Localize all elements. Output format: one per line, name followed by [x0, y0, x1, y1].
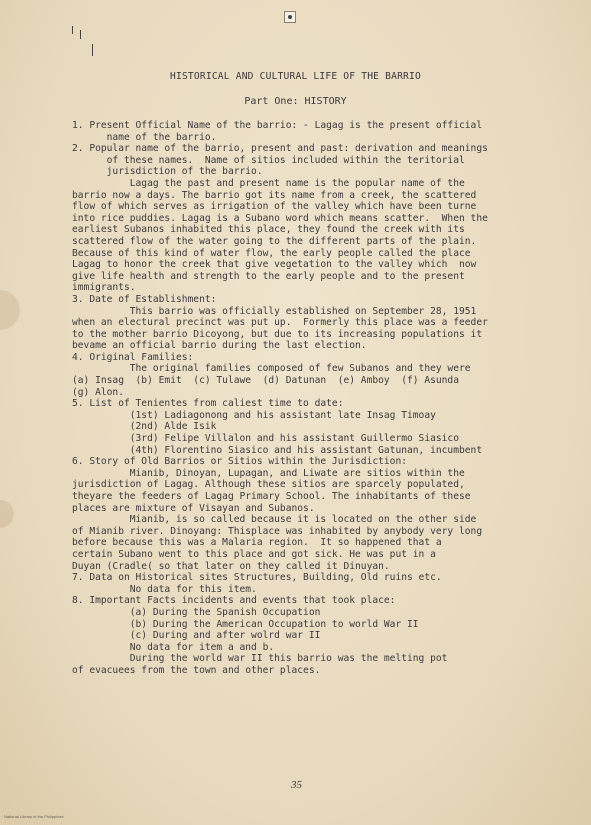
text-line: to the mother barrio Dicoyong, but due to its increasing populations it — [72, 328, 483, 340]
text-line: 5. List of Tenientes from caliest time to date: — [72, 398, 344, 410]
text-line: places are mixture of Visayan and Subanos. — [72, 502, 315, 514]
text-line: (g) Alon. — [72, 386, 124, 398]
text-line: earliest Subanos inhabited this place, they found the creek with its — [72, 224, 465, 236]
document-body — [72, 120, 532, 677]
footer-credit: National Library of the Philippines — [4, 814, 64, 819]
text-line: (4th) Florentino Siasico and his assistant Gatunan, incumbent — [72, 444, 483, 456]
text-line: (a) Insag (b) Emit (c) Tulawe (d) Datunan (e) Amboy (f) Asunda — [72, 375, 459, 387]
text-line: of Mianib river. Dinoyang: Thisplace was inhabited by anybody very long — [72, 525, 483, 537]
text-line: (1st) Ladiagonong and his assistant late Insag Timoay — [72, 409, 436, 421]
text-line: This barrio was officially established on September 28, 1951 — [72, 305, 477, 317]
paper-stain — [0, 500, 14, 528]
text-line: scattered flow of the water going to the different parts of the plain. — [72, 235, 477, 247]
document-title: HISTORICAL AND CULTURAL LIFE OF THE BARRIO — [170, 71, 421, 82]
text-line: 4. Original Families: — [72, 351, 194, 363]
text-line: No data for this item. — [72, 583, 257, 595]
text-line: bevame an official barrio during the last election. — [72, 340, 367, 352]
text-line: jurisdiction of the barrio. — [72, 166, 263, 178]
document-subtitle: Part One: HISTORY — [244, 96, 347, 107]
text-line: jurisdiction of Lagag. Although these sitios are sparcely populated, — [72, 479, 465, 491]
punch-hole-icon — [284, 11, 296, 23]
text-line: (b) During the American Occupation to world War II — [72, 618, 419, 630]
text-line: Duyan (Cradle( so that later on they called it Dinuyan. — [72, 560, 390, 572]
text-line: 7. Data on Historical sites Structures, Building, Old ruins etc. — [72, 572, 442, 584]
text-line: before because this was a Malaria region. It so happened that a — [72, 537, 442, 549]
text-line: of these names. Name of sitios included within the teritorial — [72, 154, 465, 166]
text-line: (2nd) Alde Isik — [72, 421, 217, 433]
text-line: 1. Present Official Name of the barrio: - Lagag is the present official — [72, 120, 483, 131]
text-line: into rice puddies. Lagag is a Subano word which means scatter. When the — [72, 212, 488, 224]
text-line: Mianib, is so called because it is located on the other side — [72, 514, 477, 526]
text-line: No data for item a and b. — [72, 641, 275, 653]
margin-mark — [80, 30, 81, 39]
text-line: Because of this kind of water flow, the early people called the place — [72, 247, 471, 259]
text-line: (3rd) Felipe Villalon and his assistant Guillermo Siasico — [72, 433, 459, 445]
margin-mark — [92, 44, 93, 56]
text-line: barrio now a days. The barrio got its name from a creek, the scattered — [72, 189, 477, 201]
text-line: flow of which serves as irrigation of the valley which have been turne — [72, 201, 477, 213]
text-line: Lagag the past and present name is the popular name of the — [72, 177, 465, 189]
text-line: 6. Story of Old Barrios or Sitios within the Jurisdiction: — [72, 456, 408, 468]
text-line: immigrants. — [72, 282, 136, 294]
text-line: Mianib, Dinoyan, Lupagan, and Liwate are sitios within the — [72, 467, 465, 479]
paper-stain — [0, 290, 20, 330]
text-line: (a) During the Spanish Occupation — [72, 606, 321, 618]
text-line: 2. Popular name of the barrio, present and past: derivation and meanings — [72, 143, 488, 155]
text-line: certain Subano went to this place and got sick. He was put in a — [72, 548, 436, 560]
text-line: give life health and strength to the early people and to the present — [72, 270, 465, 282]
text-line: when an electural precinct was put up. Formerly this place was a feeder — [72, 317, 488, 329]
page-number: 35 — [291, 779, 302, 791]
text-line: 3. Date of Establishment: — [72, 293, 217, 305]
text-line: (c) During and after wolrd war II — [72, 630, 321, 642]
text-line: theyare the feeders of Lagag Primary School. The inhabitants of these — [72, 491, 471, 502]
text-line: The original families composed of few Subanos and they were — [72, 363, 471, 375]
margin-mark — [72, 26, 73, 34]
text-line: Lagag to honor the creek that give vegetation to the valley which now — [72, 259, 477, 271]
text-line: During the world war II this barrio was the melting pot — [72, 653, 448, 665]
text-line: name of the barrio. — [72, 131, 217, 143]
text-line: 8. Important Facts incidents and events that took place: — [72, 595, 396, 607]
text-line: of evacuees from the town and other places. — [72, 664, 321, 676]
